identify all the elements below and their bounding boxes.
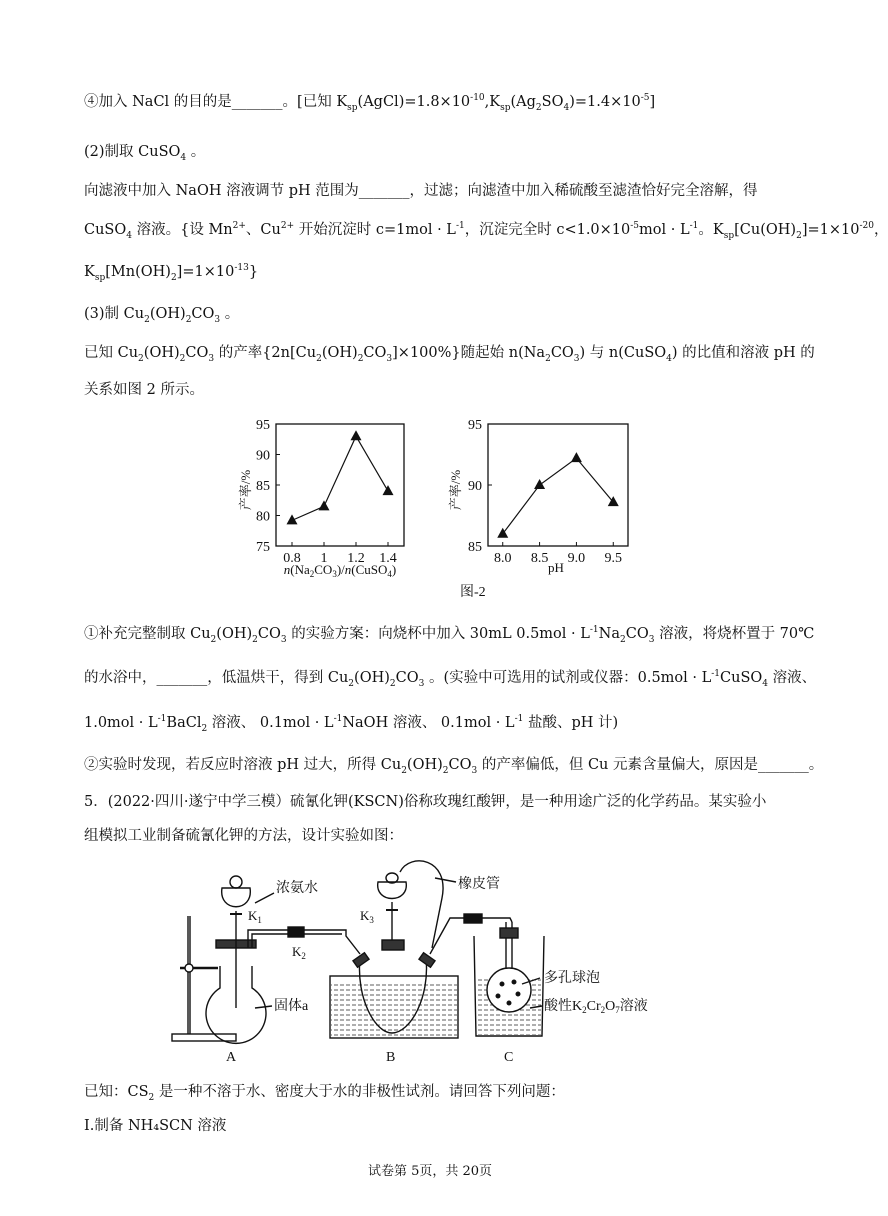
- label-porous-bulb: 多孔球泡: [544, 971, 600, 986]
- superscript: -1: [589, 625, 599, 636]
- superscript: -5: [640, 93, 650, 104]
- text: ②实验时发现，若反应时溶液 pH 过大，所得 Cu: [84, 757, 402, 773]
- data-point: [287, 514, 298, 524]
- text: CuSO: [720, 670, 763, 686]
- part2-line2: [84, 220, 888, 240]
- subscript: 2: [620, 634, 626, 645]
- text: BaCl: [166, 715, 202, 731]
- y-tick-label: 85: [256, 479, 270, 494]
- text: (OH): [216, 626, 253, 642]
- q3-part2-line: [84, 755, 823, 775]
- label-rubber-tube: 橡皮管: [458, 877, 500, 892]
- text: 已知：CS: [84, 1084, 149, 1100]
- text: ①补充完整制取 Cu: [84, 626, 211, 642]
- apparatus-figure: [160, 858, 700, 1068]
- text: 溶液，将烧杯置于 70℃: [654, 626, 815, 642]
- label-a: A: [226, 1050, 237, 1065]
- text: CO: [395, 670, 419, 686]
- label-k3: $K_3$: [360, 908, 374, 925]
- text: ④加入 NaCl 的目的是: [84, 94, 232, 110]
- subscript: 2: [201, 723, 208, 734]
- subscript: 2: [144, 314, 150, 325]
- chart-ratio: [238, 418, 404, 579]
- text: 。: [220, 306, 240, 322]
- superscript: -13: [234, 263, 249, 274]
- stopper-b: [382, 940, 404, 950]
- data-point: [571, 452, 582, 462]
- label-b: B: [386, 1050, 396, 1065]
- part2-line3: [84, 262, 258, 282]
- q4-part4-line: [84, 92, 655, 112]
- text: (OH): [321, 345, 358, 361]
- x-tick-label: 1: [320, 551, 328, 566]
- text: ，: [873, 222, 888, 238]
- text: ]×100%}随起始 n(Na: [392, 345, 546, 361]
- answer-blank: _______: [156, 670, 208, 686]
- subscript: 3: [208, 353, 215, 364]
- subscript: 2: [210, 634, 217, 645]
- x-tick-label: 8.5: [530, 551, 549, 566]
- superscript: -1: [157, 714, 167, 725]
- x-tick-label: 1.2: [347, 551, 365, 566]
- text: 的产率偏低，但 Cu 元素含量偏大，原因是: [477, 757, 758, 773]
- data-point: [319, 500, 330, 510]
- data-point: [383, 485, 394, 495]
- subscript: sp: [94, 272, 106, 283]
- text: 。: [808, 757, 824, 773]
- subscript: sp: [723, 230, 735, 241]
- subscript: 3: [280, 634, 287, 645]
- y-tick-label: 75: [256, 540, 270, 555]
- superscript: -5: [630, 221, 640, 232]
- label-k2: $K_2$: [292, 944, 306, 961]
- figure-caption: 图-2: [460, 585, 486, 600]
- text: (OH): [406, 757, 443, 773]
- superscript: -20: [859, 221, 874, 232]
- text: 、Cu: [245, 222, 281, 238]
- text: CuSO: [84, 222, 127, 238]
- text: 开始沉淀时 c=1mol · L: [294, 222, 456, 238]
- text: CO: [191, 306, 215, 322]
- text: NaOH 溶液、 0.1mol · L: [342, 715, 515, 731]
- text: ) 的比值和溶液 pH 的: [671, 345, 815, 361]
- answer-blank: _______: [231, 94, 283, 110]
- text: [Cu(OH): [734, 222, 797, 238]
- superscript: -1: [455, 221, 465, 232]
- superscript: 2+: [232, 221, 246, 232]
- subscript: 2: [348, 678, 355, 689]
- part3-line2: 关系如图 2 所示。: [84, 382, 204, 398]
- label-solid-a: 固体a: [274, 999, 309, 1014]
- superscript: -1: [689, 221, 699, 232]
- chart-ph: [448, 418, 628, 575]
- text: (3)制 Cu: [84, 306, 145, 322]
- superscript: -10: [470, 93, 485, 104]
- superscript: -1: [711, 669, 721, 680]
- y-tick-label: 95: [256, 418, 270, 433]
- label-dichromate: 酸性$K_2Cr_2O_7$溶液: [544, 999, 648, 1015]
- subscript: 2: [357, 353, 364, 364]
- subscript: 3: [648, 634, 655, 645]
- text: 。K: [698, 222, 724, 238]
- text: ，低温烘干，得到 Cu: [207, 670, 349, 686]
- x-tick-label: 1.4: [379, 551, 397, 566]
- text: (OH): [354, 670, 390, 686]
- funnel-a: [222, 888, 251, 907]
- text: 的产率{2n[Cu: [214, 345, 317, 361]
- text: SO: [541, 94, 564, 110]
- y-tick-label: 90: [256, 448, 270, 464]
- text: 溶液、: [768, 670, 817, 686]
- text: 溶液、 0.1mol · L: [207, 715, 334, 731]
- x-tick-label: 0.8: [283, 551, 301, 566]
- y-tick-label: 85: [468, 540, 482, 555]
- subscript: 2: [401, 765, 407, 776]
- text: 。: [186, 144, 206, 160]
- subscript: 4: [126, 230, 132, 241]
- figure-2: [220, 412, 640, 606]
- subscript: 4: [180, 152, 187, 163]
- subscript: 2: [535, 102, 542, 113]
- text: (OH): [143, 345, 180, 361]
- text: ,K: [484, 94, 501, 110]
- answer-blank: _______: [358, 183, 410, 199]
- subscript: 2: [138, 353, 144, 364]
- rubber-tube: [400, 861, 443, 948]
- text: CO: [625, 626, 649, 642]
- x-axis-label: pH: [548, 560, 564, 575]
- y-tick-label: 90: [468, 479, 482, 494]
- text: (Ag: [510, 94, 536, 110]
- subscript: 2: [179, 353, 186, 364]
- text: 。[已知 K: [282, 94, 348, 110]
- part3-heading: [84, 304, 239, 324]
- text: [Mn(OH): [105, 264, 171, 280]
- superscript: 2+: [280, 221, 295, 232]
- subscript: 2: [442, 765, 449, 776]
- label-ammonia: 浓氨水: [276, 881, 318, 896]
- label-c: C: [504, 1050, 514, 1065]
- part2-line1: [84, 181, 757, 201]
- subscript: 3: [418, 678, 425, 689]
- text: ) 与 n(CuSO: [579, 345, 667, 361]
- subscript: 4: [563, 102, 570, 113]
- page-footer: 试卷第 5页，共 20页: [367, 1164, 493, 1179]
- text: 的水浴中，: [84, 670, 157, 686]
- subscript: 2: [185, 314, 192, 325]
- superscript: -1: [333, 714, 343, 725]
- q3-part1-line2: [84, 668, 816, 688]
- text: ，过滤；向滤渣中加入稀硫酸至滤渣恰好完全溶解，得: [409, 183, 758, 199]
- text: (2)制取 CuSO: [84, 144, 181, 160]
- part3-line1: [84, 343, 815, 363]
- subscript: 2: [796, 230, 802, 241]
- text: ，沉淀完全时 c<1.0×10: [464, 222, 631, 238]
- valve-k2: [288, 927, 304, 937]
- plot-frame: [488, 424, 628, 546]
- subscript: 2: [316, 353, 322, 364]
- x-axis-label: $n(Na_2CO_3)/n(CuSO_4)$: [283, 562, 397, 579]
- q5-line1: 5．(2022·四川·遂宁中学三模）硫氰化钾(KSCN)俗称玫瑰红酸钾，是一种用途广泛的化学药品。某实验小: [84, 794, 767, 810]
- q3-part1-line3: [84, 713, 618, 733]
- known-line: [84, 1082, 565, 1102]
- series-line: [292, 436, 388, 520]
- text: ]=1×10: [801, 222, 860, 238]
- text: ]: [649, 94, 656, 110]
- text: (AgCl)=1.8×10: [357, 94, 471, 110]
- subscript: 3: [471, 765, 478, 776]
- y-tick-label: 80: [256, 509, 270, 525]
- text: 1.0mol · L: [84, 715, 158, 731]
- q3-part1-line1: [84, 624, 814, 644]
- data-point: [534, 479, 545, 489]
- part-i-heading: I.制备 NH₄SCN 溶液: [84, 1118, 227, 1134]
- x-tick-label: 9.0: [567, 551, 586, 566]
- subscript: 2: [252, 634, 258, 645]
- text: CO: [185, 345, 209, 361]
- subscript: 2: [545, 353, 551, 364]
- subscript: 4: [762, 678, 769, 689]
- subscript: 3: [214, 314, 221, 325]
- text: 是一种不溶于水、密度大于水的非极性试剂。请回答下列问题：: [154, 1084, 565, 1100]
- text: 的实验方案：向烧杯中加入 30mL 0.5mol · L: [286, 626, 590, 642]
- text: mol · L: [639, 222, 690, 238]
- series-line: [503, 458, 614, 534]
- y-tick-label: 95: [468, 418, 482, 433]
- subscript: 3: [573, 353, 580, 364]
- subscript: 2: [170, 272, 177, 283]
- stand-base: [172, 1034, 236, 1041]
- x-tick-label: 8.0: [493, 551, 512, 566]
- y-axis-label: 产率/%: [238, 469, 253, 511]
- data-point: [351, 430, 362, 440]
- superscript: -1: [514, 714, 524, 725]
- text: )=1.4×10: [569, 94, 641, 110]
- subscript: 4: [666, 353, 672, 364]
- subscript: 3: [386, 353, 393, 364]
- text: Na: [598, 626, 621, 642]
- text: }: [248, 264, 259, 280]
- text: CO: [363, 345, 387, 361]
- label-k1: $K_1$: [248, 908, 262, 925]
- q5-line2: 组模拟工业制备硫氰化钾的方法，设计实验如图：: [84, 828, 403, 844]
- text: 盐酸、pH 计): [523, 715, 619, 731]
- text: 已知 Cu: [84, 345, 139, 361]
- text: CO: [257, 626, 281, 642]
- part2-heading: [84, 142, 205, 162]
- funnel-b: [378, 882, 407, 899]
- subscript: sp: [347, 102, 358, 113]
- subscript: 2: [389, 678, 396, 689]
- text: 。(实验中可选用的试剂或仪器：0.5mol · L: [424, 670, 712, 686]
- text: 向滤液中加入 NaOH 溶液调节 pH 范围为: [84, 183, 359, 199]
- subscript: sp: [500, 102, 511, 113]
- text: CO: [448, 757, 472, 773]
- subscript: 2: [148, 1092, 155, 1103]
- text: ]=1×10: [176, 264, 235, 280]
- y-axis-label: 产率/%: [448, 469, 463, 511]
- text: 溶液。{设 Mn: [132, 222, 233, 238]
- text: K: [84, 264, 95, 280]
- text: (OH): [149, 306, 186, 322]
- x-tick-label: 9.5: [604, 551, 623, 566]
- text: CO: [550, 345, 574, 361]
- answer-blank: _______: [758, 757, 809, 773]
